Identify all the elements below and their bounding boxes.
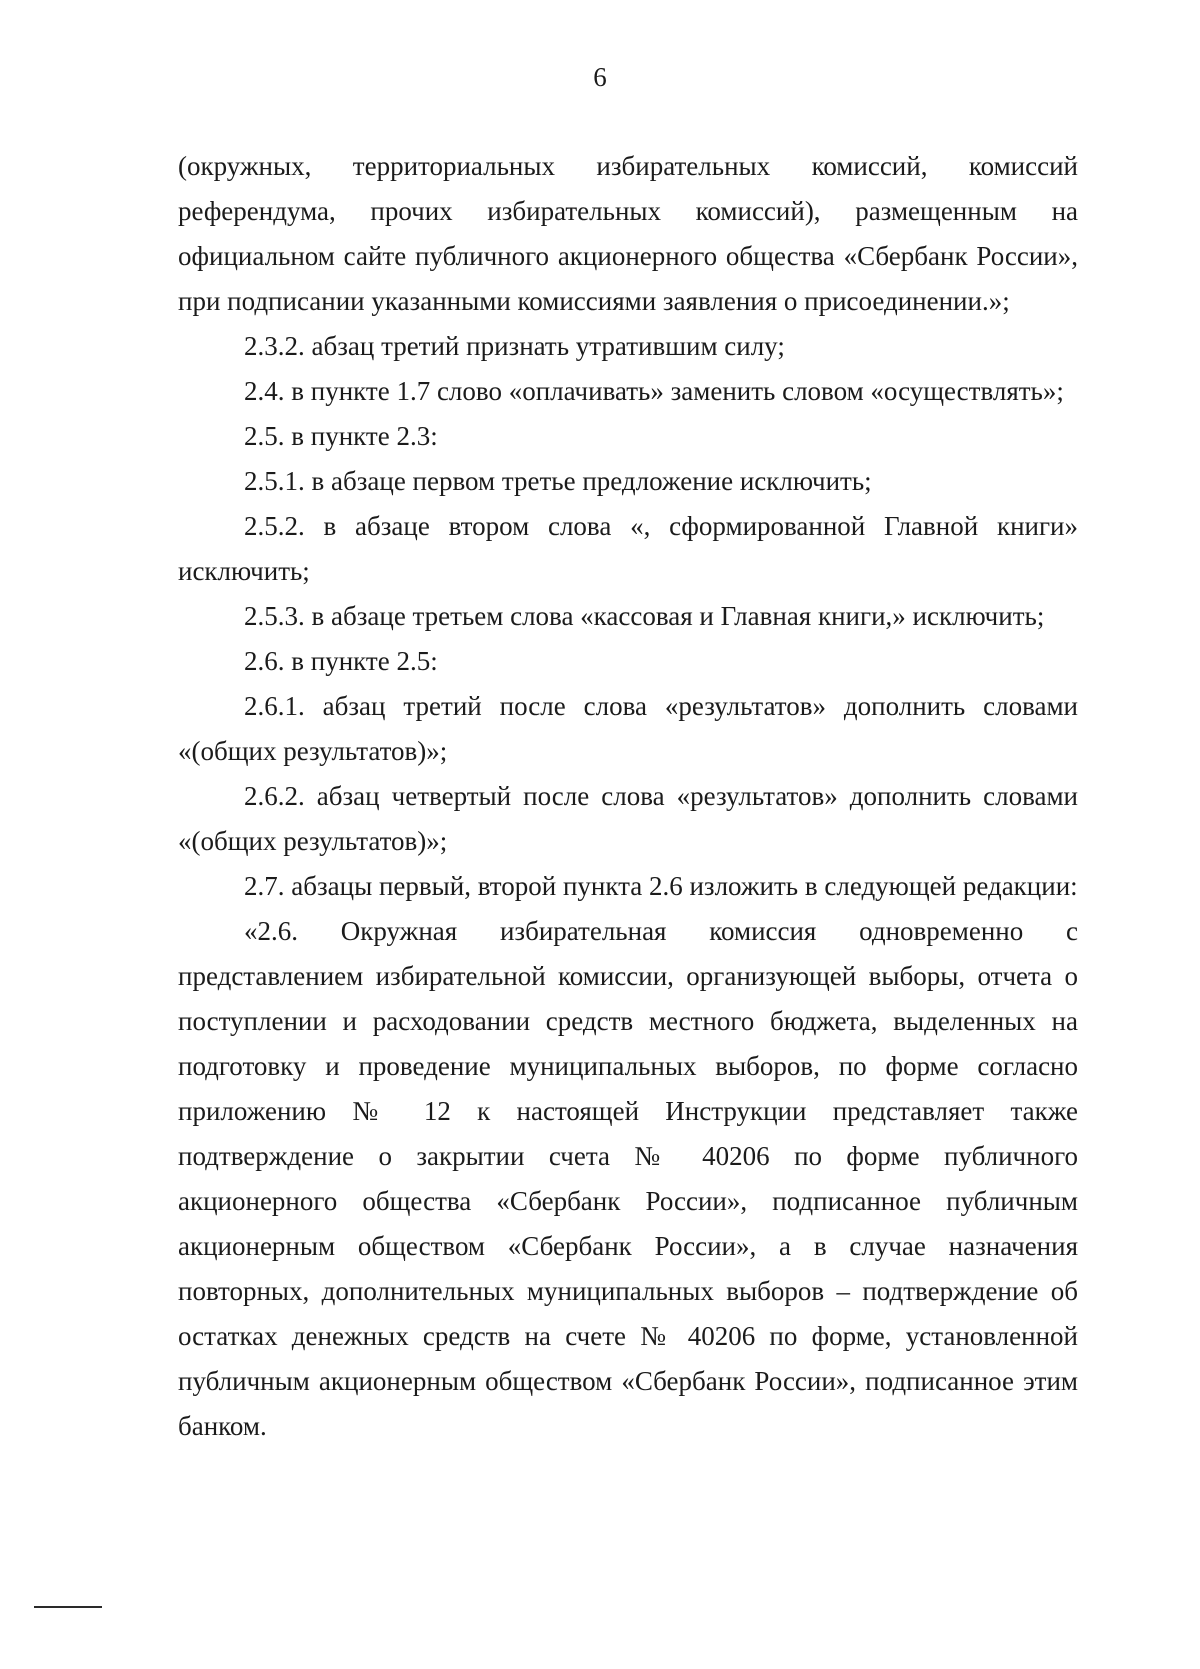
paragraph-2-6-2: 2.6.2. абзац четвертый после слова «результатов» дополнить словами «(общих результатов)»;	[178, 781, 1078, 856]
paragraph-2-5-2: 2.5.2. в абзаце втором слова «, сформированной Главной книги» исключить;	[178, 511, 1078, 586]
page-number: 6	[593, 62, 607, 92]
paragraph-2-5: 2.5. в пункте 2.3:	[244, 421, 438, 451]
paragraph-continuation: (окружных, территориальных избирательных комиссий, комиссий референдума, прочих избирательных комиссий), размещенным на официальном сайте публичного акционерного общества «Сбербанк России», при подписании указанными комиссиями заявления о присоединении.»;	[178, 151, 1078, 316]
paragraph-2-6-1: 2.6.1. абзац третий после слова «результатов» дополнить словами «(общих результатов)»;	[178, 691, 1078, 766]
paragraph-2-4: 2.4. в пункте 1.7 слово «оплачивать» заменить словом «осуществлять»;	[244, 376, 1064, 406]
paragraph-2-3-2: 2.3.2. абзац третий признать утратившим силу;	[244, 331, 785, 361]
footnote-separator	[34, 1606, 102, 1608]
paragraph-2-6: 2.6. в пункте 2.5:	[244, 646, 438, 676]
paragraph-2-7: 2.7. абзацы первый, второй пункта 2.6 изложить в следующей редакции:	[244, 871, 1078, 901]
paragraph-2-5-3: 2.5.3. в абзаце третьем слова «кассовая и Главная книги,» исключить;	[244, 601, 1045, 631]
document-body	[178, 144, 1078, 1449]
paragraph-quoted-2-6: «2.6. Окружная избирательная комиссия одновременно с представлением избирательной комиссии, организующей выборы, отчета о поступлении и расходовании средств местного бюджета, выделенных на подготовку и проведение муниципальных выборов, по форме согласно приложению № 12 к настоящей Инструкции представляет также подтверждение о закрытии счета № 40206 по форме публичного акционерного общества «Сбербанк России», подписанное публичным акционерным обществом «Сбербанк России», а в случае назначения повторных, дополнительных муниципальных выборов – подтверждение об остатках денежных средств на счете № 40206 по форме, установленной публичным акционерным обществом «Сбербанк России», подписанное этим банком.	[178, 916, 1078, 1441]
paragraph-2-5-1: 2.5.1. в абзаце первом третье предложение исключить;	[244, 466, 872, 496]
